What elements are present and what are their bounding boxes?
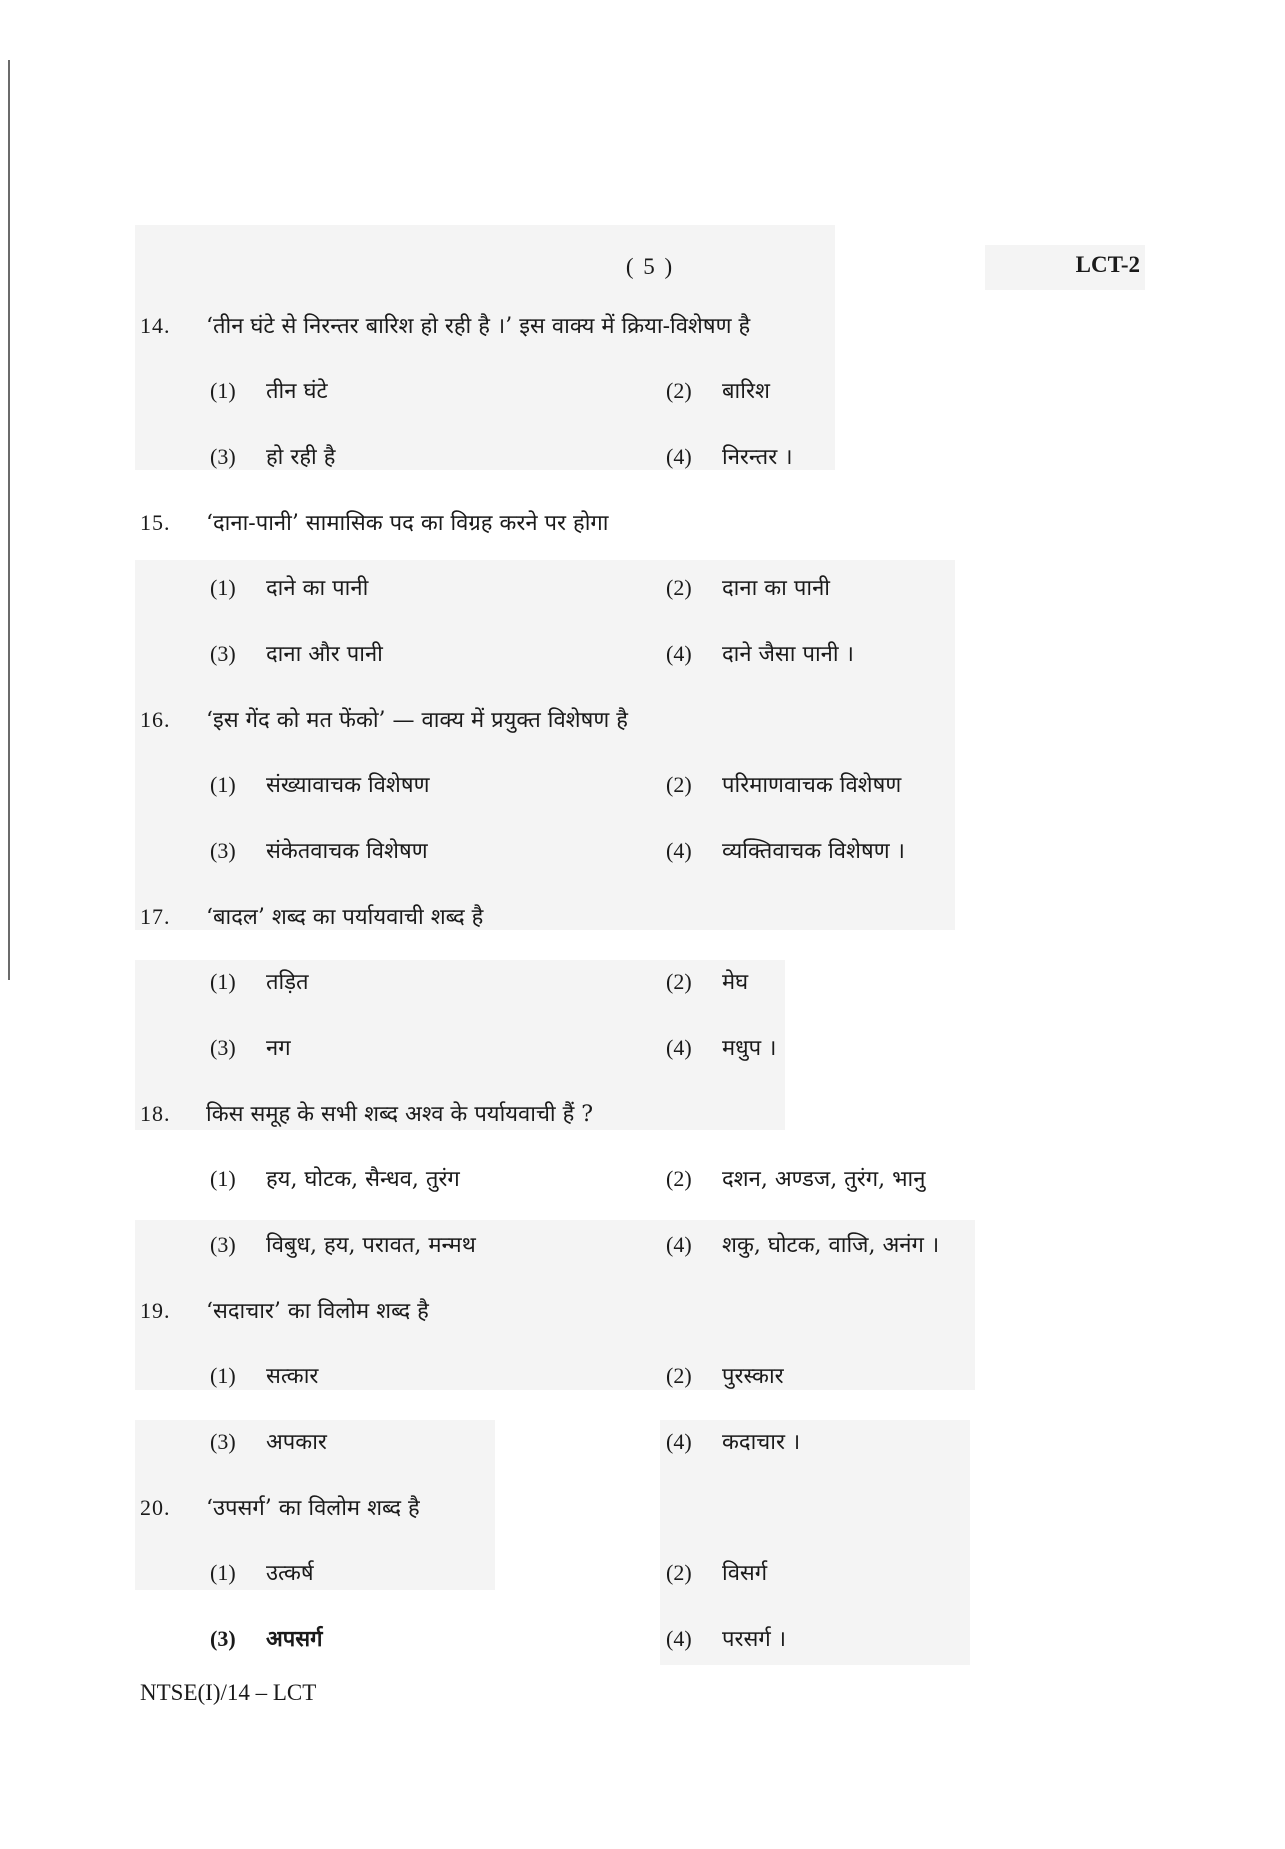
option-text: संकेतवाचक विशेषण <box>266 839 428 864</box>
question-text: ‘दाना-पानी’ सामासिक पद का विग्रह करने पर होगा <box>206 511 609 536</box>
option-1 <box>210 1159 460 1199</box>
option-1 <box>210 962 309 1002</box>
option-1 <box>210 1356 318 1396</box>
option-3 <box>210 634 383 674</box>
option-1 <box>210 1553 314 1593</box>
question-text: ‘इस गेंद को मत फेंको’ — वाक्य में प्रयुक्त विशेषण है <box>206 708 628 733</box>
question-number: 19. <box>140 1298 171 1323</box>
option-number: (4) <box>666 1429 692 1454</box>
option-2 <box>666 962 748 1002</box>
option-text: हय, घोटक, सैन्धव, तुरंग <box>266 1167 460 1192</box>
option-1 <box>210 568 368 608</box>
question-19 <box>140 1291 1140 1487</box>
option-text: बारिश <box>722 379 770 404</box>
question-number: 17. <box>140 904 171 929</box>
option-number: (3) <box>210 1035 236 1060</box>
option-number: (1) <box>210 969 236 994</box>
option-text: दाने जैसा पानी । <box>722 642 854 667</box>
option-2 <box>666 371 770 411</box>
option-text: उत्कर्ष <box>266 1561 314 1586</box>
question-18 <box>140 1094 1140 1290</box>
option-text: विबुध, हय, परावत, मन्मथ <box>266 1233 476 1258</box>
option-number: (3) <box>210 1232 236 1257</box>
option-3 <box>210 1422 327 1462</box>
question-stem <box>140 700 628 740</box>
option-number: (2) <box>666 772 692 797</box>
option-number: (3) <box>210 641 236 666</box>
question-stem <box>140 1488 420 1528</box>
question-number: 16. <box>140 707 171 732</box>
option-number: (2) <box>666 1166 692 1191</box>
question-14 <box>140 306 1140 502</box>
option-text: दशन, अण्डज, तुरंग, भानु <box>722 1167 926 1192</box>
question-text: ‘तीन घंटे से निरन्तर बारिश हो रही है ।’ इस वाक्य में क्रिया-विशेषण है <box>206 314 751 339</box>
option-2 <box>666 1553 767 1593</box>
option-4 <box>666 1225 939 1265</box>
option-2 <box>666 568 830 608</box>
option-number: (4) <box>666 444 692 469</box>
page-number: ( 5 ) <box>625 254 675 279</box>
option-number: (4) <box>666 641 692 666</box>
question-17 <box>140 897 1140 1093</box>
option-text: शकु, घोटक, वाजि, अनंग । <box>722 1233 940 1258</box>
option-number: (2) <box>666 575 692 600</box>
option-4 <box>666 1422 800 1462</box>
option-text: कदाचार । <box>722 1430 801 1455</box>
option-2 <box>666 1356 784 1396</box>
option-number: (4) <box>666 1035 692 1060</box>
question-stem <box>140 897 483 937</box>
option-2 <box>666 765 901 805</box>
option-3 <box>210 1028 291 1068</box>
option-number: (1) <box>210 378 236 403</box>
option-number: (1) <box>210 575 236 600</box>
option-2 <box>666 1159 925 1199</box>
option-text: परिमाणवाचक विशेषण <box>722 773 902 798</box>
option-text: दाने का पानी <box>266 576 369 601</box>
question-stem <box>140 1291 429 1331</box>
option-text: पुरस्कार <box>722 1364 784 1389</box>
option-text: तड़ित <box>266 970 309 995</box>
option-text: विसर्ग <box>722 1561 768 1586</box>
question-15 <box>140 503 1140 699</box>
option-text: मेघ <box>722 970 749 995</box>
option-3 <box>210 831 428 871</box>
question-number: 15. <box>140 510 171 535</box>
option-number: (3) <box>210 838 236 863</box>
option-text: अपकार <box>266 1430 327 1455</box>
option-text: तीन घंटे <box>266 379 328 404</box>
question-stem <box>140 503 609 543</box>
option-text: मधुप । <box>722 1036 777 1061</box>
option-text: अपसर्ग <box>266 1626 323 1652</box>
option-number: (4) <box>666 838 692 863</box>
question-number: 18. <box>140 1101 171 1126</box>
option-text: हो रही है <box>266 445 336 470</box>
paper-code: LCT-2 <box>1075 252 1140 277</box>
option-4 <box>666 634 854 674</box>
option-number: (3) <box>210 1429 236 1454</box>
question-stem <box>140 306 750 346</box>
footer-paper-code: NTSE(I)/14 – LCT <box>140 1680 317 1705</box>
option-3 <box>210 437 335 477</box>
option-number: (3) <box>210 1626 236 1651</box>
option-number: (2) <box>666 1560 692 1585</box>
question-number: 14. <box>140 313 171 338</box>
option-text: निरन्तर । <box>722 445 793 470</box>
option-number: (1) <box>210 1166 236 1191</box>
question-text: ‘सदाचार’ का विलोम शब्द है <box>206 1299 429 1324</box>
option-text: संख्यावाचक विशेषण <box>266 773 430 798</box>
question-text: ‘उपसर्ग’ का विलोम शब्द है <box>206 1496 420 1521</box>
option-text: नग <box>266 1036 291 1061</box>
option-text: दाना का पानी <box>722 576 830 601</box>
option-text: परसर्ग । <box>722 1627 787 1652</box>
option-text: सत्कार <box>266 1364 319 1389</box>
question-stem <box>140 1094 593 1134</box>
option-number: (3) <box>210 444 236 469</box>
option-4 <box>666 1619 786 1659</box>
option-text: व्यक्तिवाचक विशेषण । <box>722 839 905 864</box>
page-margin-line <box>8 60 10 980</box>
option-number: (1) <box>210 1363 236 1388</box>
option-number: (4) <box>666 1626 692 1651</box>
option-4 <box>666 831 905 871</box>
option-1 <box>210 765 430 805</box>
option-number: (1) <box>210 1560 236 1585</box>
option-1 <box>210 371 328 411</box>
question-16 <box>140 700 1140 896</box>
option-3 <box>210 1225 476 1265</box>
option-number: (4) <box>666 1232 692 1257</box>
question-text: किस समूह के सभी शब्द अश्व के पर्यायवाची हैं ? <box>206 1102 594 1127</box>
option-number: (1) <box>210 772 236 797</box>
option-number: (2) <box>666 1363 692 1388</box>
option-3 <box>210 1619 323 1659</box>
option-text: दाना और पानी <box>266 642 383 667</box>
option-4 <box>666 1028 777 1068</box>
question-number: 20. <box>140 1495 171 1520</box>
question-20 <box>140 1488 1140 1684</box>
option-number: (2) <box>666 969 692 994</box>
option-4 <box>666 437 793 477</box>
question-text: ‘बादल’ शब्द का पर्यायवाची शब्द है <box>206 905 484 930</box>
option-number: (2) <box>666 378 692 403</box>
